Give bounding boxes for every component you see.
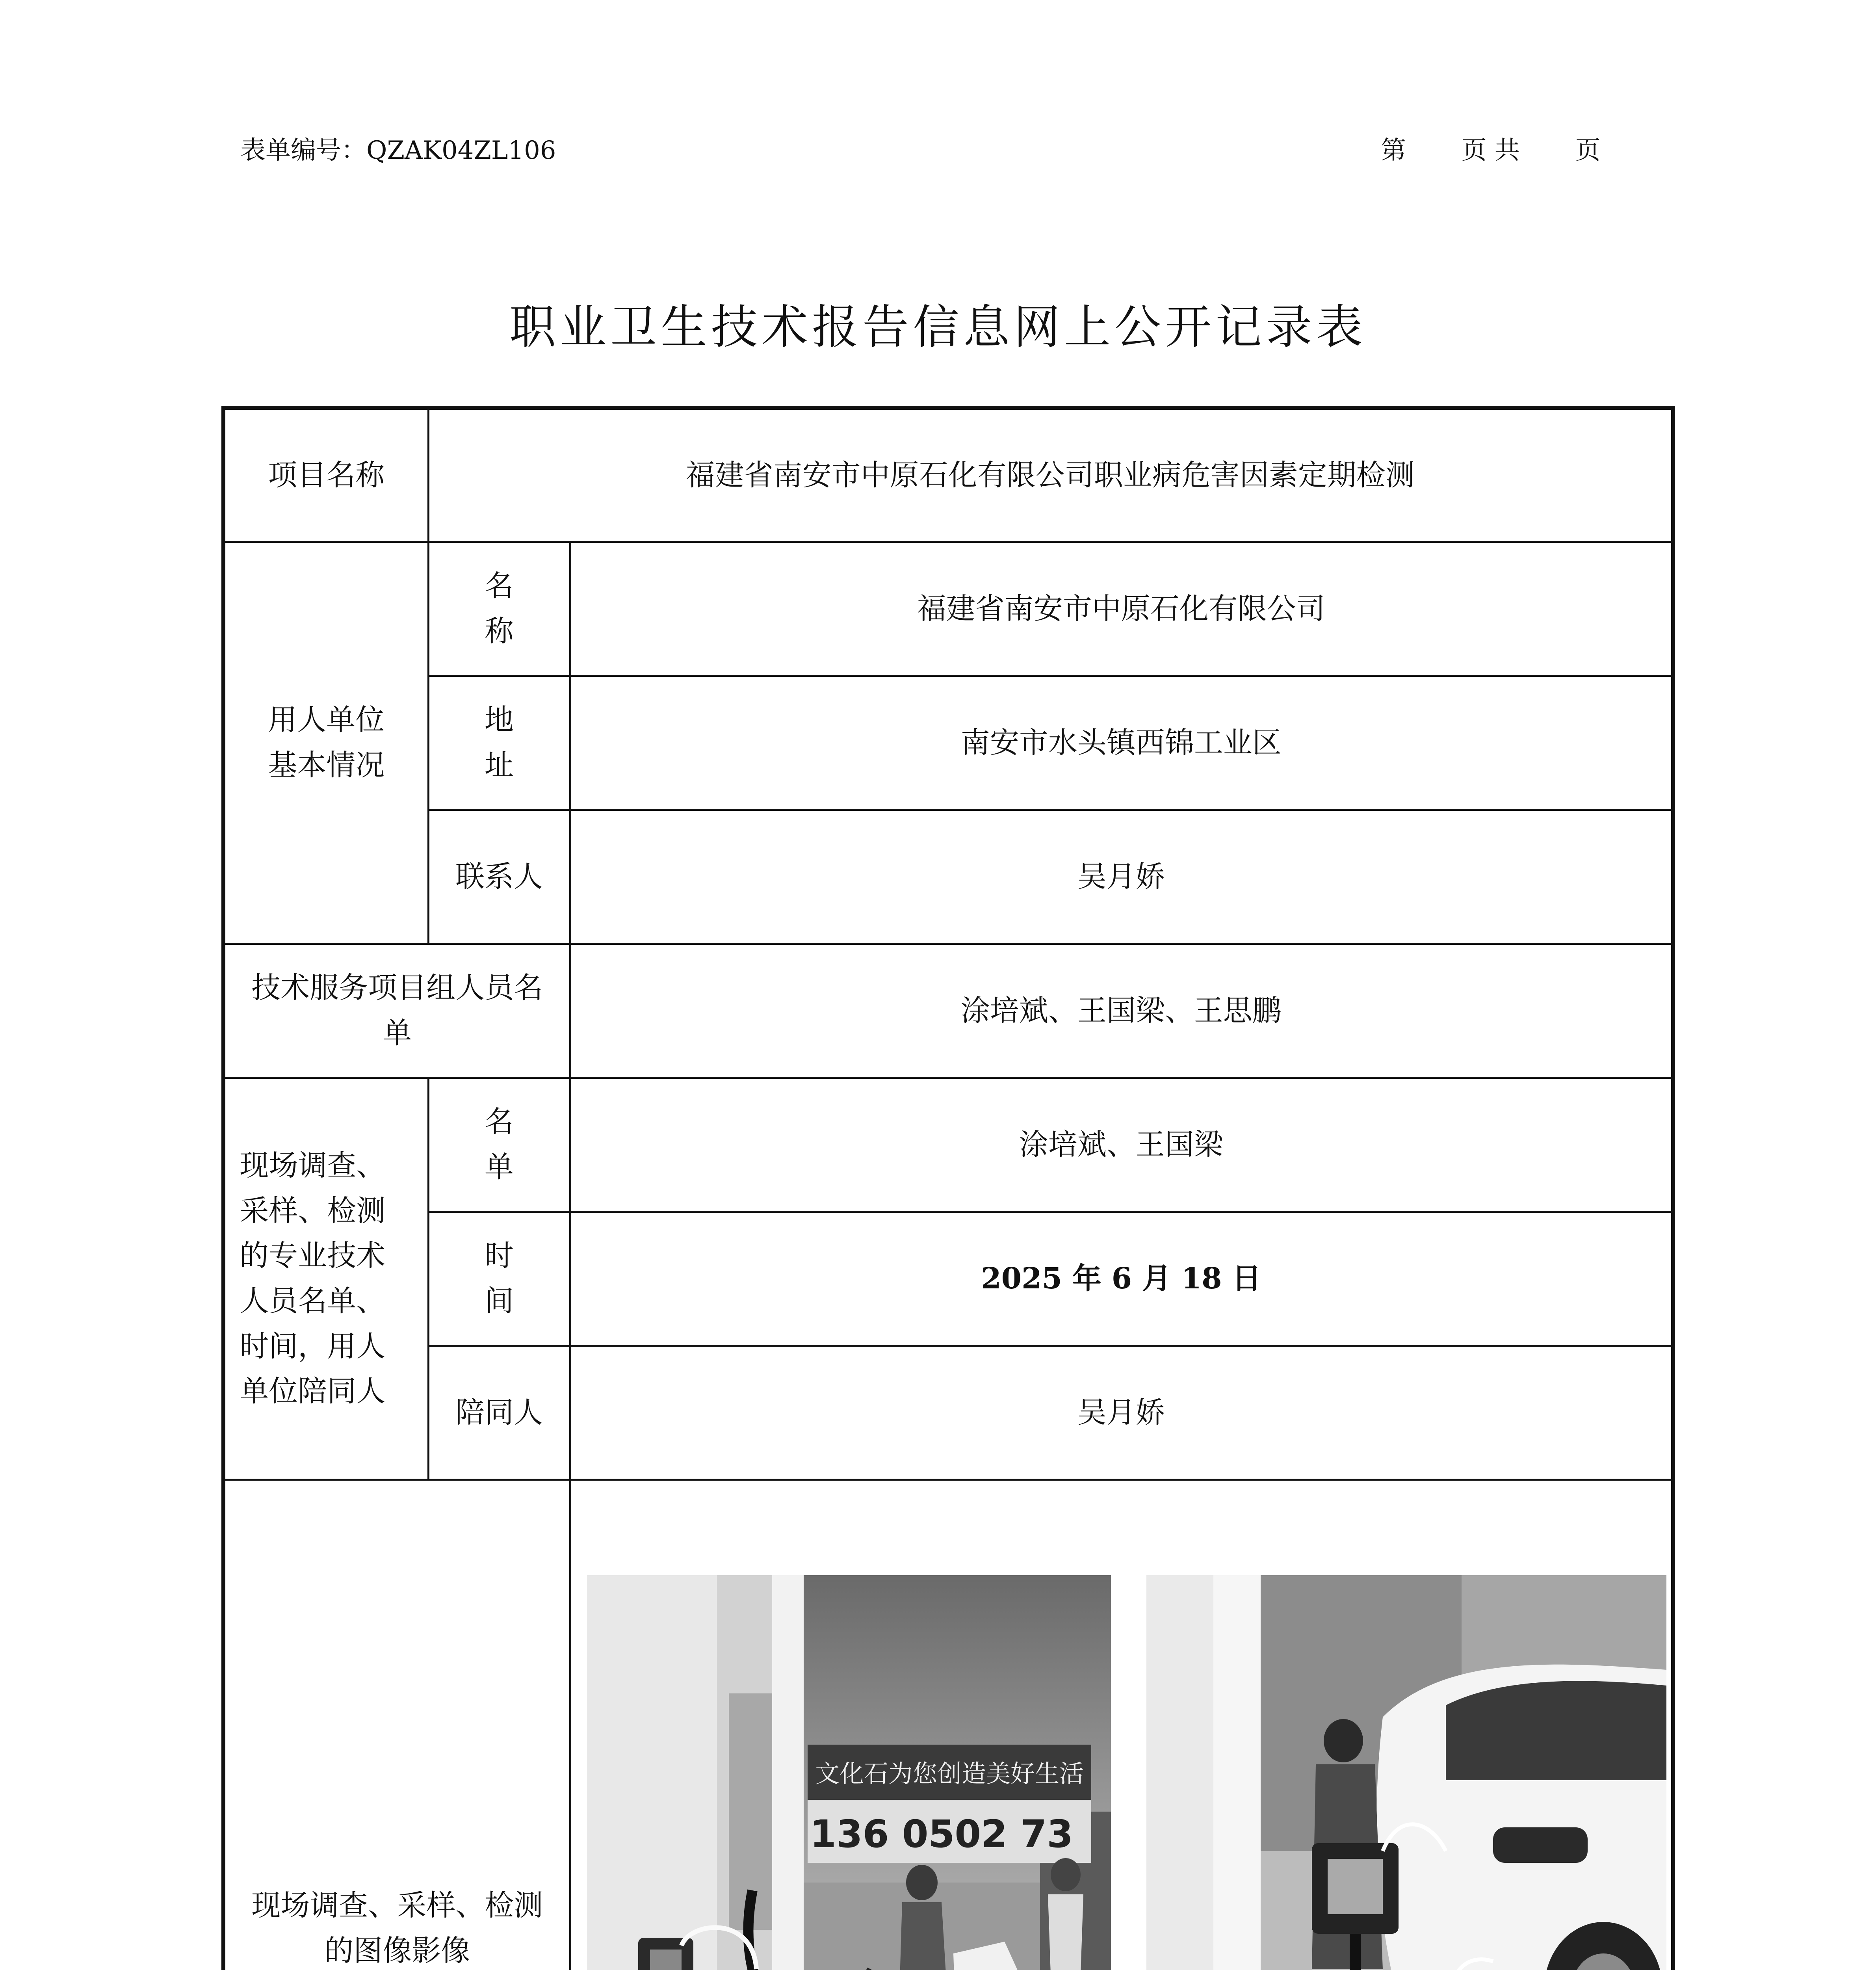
record-table	[221, 406, 1675, 1970]
site-photo-2-image	[1146, 1575, 1666, 1970]
row-field-staff	[223, 1078, 1673, 1212]
date-value: 2025 年 6 月 18 日	[570, 1212, 1673, 1346]
images-cell	[570, 1479, 1673, 1970]
employer-info-label: 用人单位基本情况	[223, 542, 428, 944]
banner-phone: 136 0502 73	[810, 1812, 1073, 1856]
row-project-name	[223, 408, 1673, 542]
address-label: 地 址	[428, 676, 570, 810]
project-name-value: 福建省南安市中原石化有限公司职业病危害因素定期检测	[428, 408, 1673, 542]
document-title: 职业卫生技术报告信息网上公开记录表	[509, 300, 1367, 354]
site-photo-2	[1146, 1575, 1666, 1970]
contact-label: 联系人	[428, 810, 570, 944]
name-label: 名 称	[428, 542, 570, 676]
site-photo-1-image	[587, 1575, 1111, 1970]
row-address	[223, 676, 1673, 810]
address-value: 南安市水头镇西锦工业区	[570, 676, 1673, 810]
images-label: 现场调查、采样、检测的图像影像	[223, 1479, 570, 1970]
employer-name-value: 福建省南安市中原石化有限公司	[570, 542, 1673, 676]
field-staff-value: 涂培斌、王国梁	[570, 1078, 1673, 1212]
field-info-label: 现场调查、采样、检测的专业技术人员名单、时间，用人单位陪同人	[223, 1078, 428, 1479]
page-indicator	[1381, 130, 1601, 166]
time-label: 时 间	[428, 1212, 570, 1346]
row-companion	[223, 1346, 1673, 1479]
companion-value: 吴月娇	[570, 1346, 1673, 1479]
team-label: 技术服务项目组人员名单	[223, 944, 570, 1078]
team-value: 涂培斌、王国梁、王思鹏	[570, 944, 1673, 1078]
banner-text: 文化石为您创造美好生活	[815, 1759, 1084, 1788]
page-ye-gong: 页 共	[1461, 136, 1520, 165]
page-ye: 页	[1575, 136, 1601, 165]
row-team	[223, 944, 1673, 1078]
row-employer-name	[223, 542, 1673, 676]
page-di: 第	[1381, 136, 1406, 165]
site-photo-1	[587, 1575, 1111, 1970]
project-name-label: 项目名称	[223, 408, 428, 542]
companion-label: 陪同人	[428, 1346, 570, 1479]
row-time	[223, 1212, 1673, 1346]
list-label: 名 单	[428, 1078, 570, 1212]
row-images	[223, 1479, 1673, 1970]
photo-group	[587, 1575, 1656, 1970]
row-contact	[223, 810, 1673, 944]
contact-value: 吴月娇	[570, 810, 1673, 944]
form-number: 表单编号：QZAK04ZL106	[240, 136, 556, 165]
